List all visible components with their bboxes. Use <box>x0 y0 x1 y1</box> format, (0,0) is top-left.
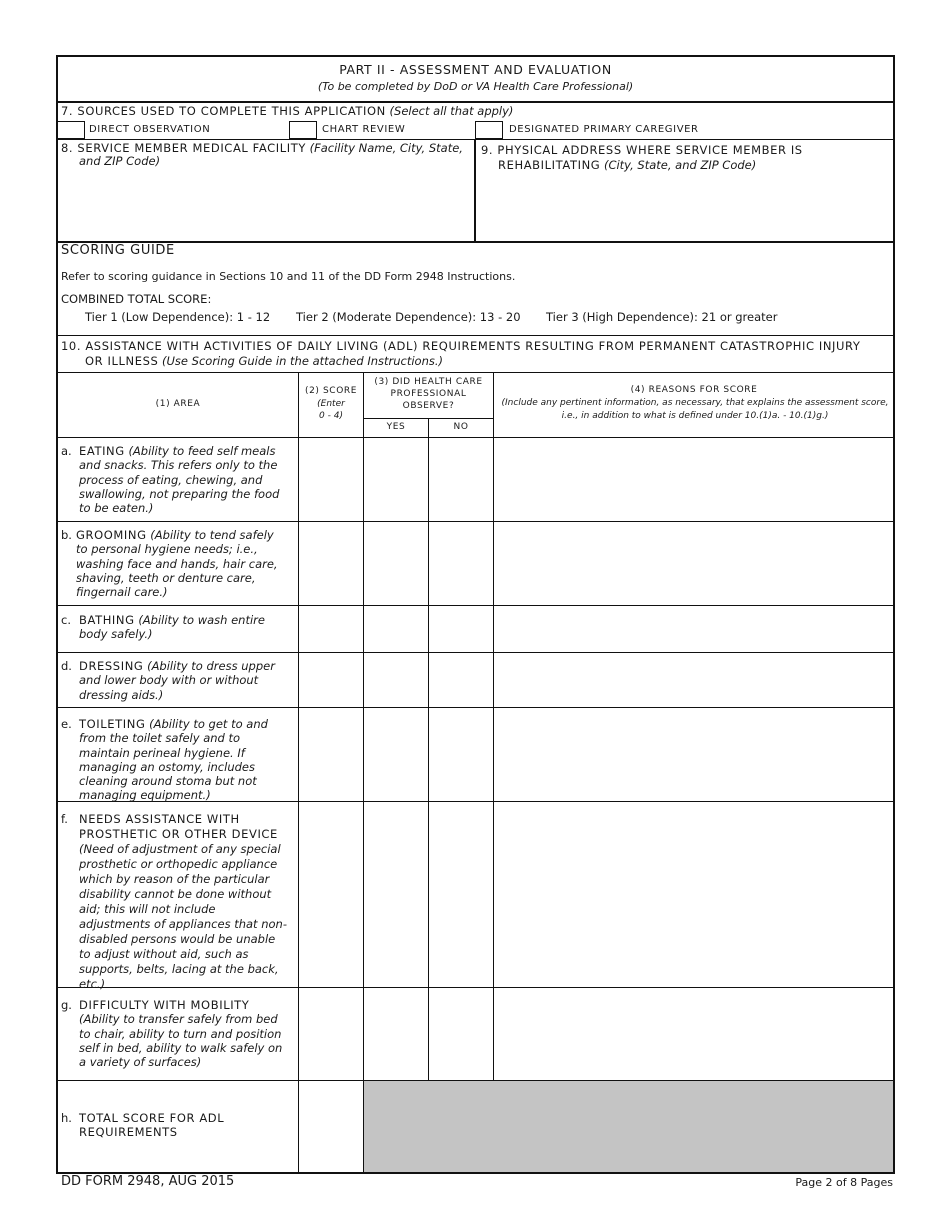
row-g-name: DIFFICULTY WITH MOBILITY <box>79 998 250 1012</box>
reasons-field-b[interactable] <box>494 522 893 605</box>
no-field-e[interactable] <box>429 708 493 801</box>
row-f-name: NEEDS ASSISTANCE WITH PROSTHETIC OR OTHER DEVICE <box>79 812 278 841</box>
row-b-desc: (Ability to tend safely to personal hygiene needs; i.e., washing face and hands, hair care, shaving, teeth or denture care, fingernail care.) <box>76 528 278 600</box>
section8-note: (Facility Name, City, State, <box>309 141 463 155</box>
section9-label-cont <box>498 158 756 172</box>
no-field-d[interactable] <box>429 653 493 707</box>
section8-title: 8. SERVICE MEMBER MEDICAL FACILITY <box>61 141 306 155</box>
yes-field-d[interactable] <box>364 653 428 707</box>
col-score-header: (2) SCORE <box>304 386 358 396</box>
section8-note-cont: and ZIP Code) <box>79 154 161 168</box>
row-f-area <box>79 812 289 992</box>
row-a-name: EATING <box>79 444 125 458</box>
col-reasons-note: (Include any pertinent information, as necessary, that explains the assessment score, i.e., in addition to what is defined under 10.(1)a. - 10.(1)g.) <box>501 398 889 421</box>
row-g-letter: g. <box>61 998 72 1012</box>
direct-observation-checkbox[interactable] <box>57 121 85 139</box>
yes-field-c[interactable] <box>364 606 428 652</box>
no-field-a[interactable] <box>429 438 493 521</box>
form-id: DD FORM 2948, AUG 2015 <box>61 1174 235 1189</box>
designated-caregiver-checkbox[interactable] <box>475 121 503 139</box>
divider <box>57 372 894 373</box>
section7-note: (Select all that apply) <box>389 104 514 118</box>
col-area-header: (1) AREA <box>155 399 201 409</box>
medical-facility-field[interactable] <box>58 168 474 240</box>
chart-review-label: CHART REVIEW <box>322 124 406 135</box>
scoring-guidance-text: Refer to scoring guidance in Sections 10 and 11 of the DD Form 2948 Instructions. <box>61 270 516 283</box>
row-b-name: GROOMING <box>76 528 147 542</box>
score-field-b[interactable] <box>299 522 363 605</box>
score-field-d[interactable] <box>299 653 363 707</box>
direct-observation-label: DIRECT OBSERVATION <box>89 124 211 135</box>
reasons-field-a[interactable] <box>494 438 893 521</box>
col-score-note: (Enter <box>317 399 345 409</box>
row-e-name: TOILETING <box>79 717 146 731</box>
part-title: PART II - ASSESSMENT AND EVALUATION <box>339 62 612 77</box>
row-a-area <box>79 444 291 515</box>
section9-title-cont: REHABILITATING <box>498 158 601 172</box>
row-b-area <box>76 528 288 599</box>
row-e-desc: (Ability to get to and from the toilet safely and to maintain perineal hygiene. If managing an ostomy, includes cleaning around stoma but not managing equipment.) <box>79 717 268 803</box>
section10-title: 10. ASSISTANCE WITH ACTIVITIES OF DAILY LIVING (ADL) REQUIREMENTS RESULTING FROM PERMANENT CATASTROPHIC INJURY <box>61 339 861 353</box>
score-field-a[interactable] <box>299 438 363 521</box>
section8-label <box>61 141 463 155</box>
designated-caregiver-label: DESIGNATED PRIMARY CAREGIVER <box>509 124 699 135</box>
no-field-f[interactable] <box>429 802 493 987</box>
section10-note: (Use Scoring Guide in the attached Instructions.) <box>162 354 444 368</box>
reasons-field-e[interactable] <box>494 708 893 801</box>
row-f-letter: f. <box>61 812 68 826</box>
divider <box>57 241 894 243</box>
section9-note: (City, State, and ZIP Code) <box>603 158 757 172</box>
row-g-area <box>79 998 289 1069</box>
row-d-desc: (Ability to dress upper and lower body with or without dressing aids.) <box>79 659 275 702</box>
yes-field-f[interactable] <box>364 802 428 987</box>
reasons-field-f[interactable] <box>494 802 893 987</box>
row-h-letter: h. <box>61 1111 72 1125</box>
row-c-letter: c. <box>61 613 71 627</box>
row-g-desc: (Ability to transfer safely from bed to chair, ability to turn and position self in bed, ability to walk safely on a variety of surfaces) <box>79 1012 283 1070</box>
col-observe-header-line2: PROFESSIONAL <box>390 389 467 399</box>
col-score-note-cont: 0 - 4) <box>319 411 343 421</box>
no-field-c[interactable] <box>429 606 493 652</box>
row-c-area <box>79 613 279 642</box>
section10-label-cont <box>85 354 443 368</box>
row-e-letter: e. <box>61 717 72 731</box>
row-c-desc: (Ability to wash entire body safely.) <box>79 613 265 642</box>
row-d-name: DRESSING <box>79 659 144 673</box>
no-field-g[interactable] <box>429 988 493 1080</box>
section7-title: 7. SOURCES USED TO COMPLETE THIS APPLICATION <box>61 104 386 118</box>
row-a-desc: (Ability to feed self meals and snacks. This refers only to the process of eating, chewing, and swallowing, not preparing the food to be eaten.) <box>79 444 280 516</box>
col-observe-header: (3) DID HEALTH CARE <box>374 377 483 387</box>
reasons-field-d[interactable] <box>494 653 893 707</box>
col-reasons-header: (4) REASONS FOR SCORE <box>630 385 758 395</box>
col-no-header: NO <box>453 422 469 432</box>
col-observe-header-line3: OBSERVE? <box>402 401 455 411</box>
tier1-text: Tier 1 (Low Dependence): 1 - 12 <box>85 310 271 324</box>
section7-label <box>61 104 513 118</box>
row-c-name: BATHING <box>79 613 135 627</box>
divider <box>57 335 894 336</box>
tier2-text: Tier 2 (Moderate Dependence): 13 - 20 <box>296 310 521 324</box>
section9-title: 9. PHYSICAL ADDRESS WHERE SERVICE MEMBER IS <box>481 143 803 157</box>
row-a-letter: a. <box>61 444 72 458</box>
tier3-text: Tier 3 (High Dependence): 21 or greater <box>546 310 778 324</box>
yes-field-e[interactable] <box>364 708 428 801</box>
score-field-f[interactable] <box>299 802 363 987</box>
chart-review-checkbox[interactable] <box>289 121 317 139</box>
row-d-letter: d. <box>61 659 72 673</box>
yes-field-b[interactable] <box>364 522 428 605</box>
reasons-field-c[interactable] <box>494 606 893 652</box>
scoring-guide-title: SCORING GUIDE <box>61 243 175 258</box>
section10-title-cont: OR ILLNESS <box>85 354 159 368</box>
row-f-desc: (Need of adjustment of any special prosthetic or orthopedic appliance which by reason of the particular disability cannot be done without aid; this will not include adjustments of appliances that non-disabled persons would be unable to adjust without aid, such as supports, belts, lacing at the back, etc.) <box>79 842 287 991</box>
physical-address-field[interactable] <box>477 174 893 240</box>
divider <box>474 139 476 243</box>
page-number: Page 2 of 8 Pages <box>795 1176 893 1189</box>
col-yes-header: YES <box>386 422 406 432</box>
shaded-area <box>364 1081 893 1172</box>
row-d-area <box>79 659 279 702</box>
score-field-g[interactable] <box>299 988 363 1080</box>
divider <box>364 418 494 419</box>
score-field-e[interactable] <box>299 708 363 801</box>
reasons-field-g[interactable] <box>494 988 893 1080</box>
total-score-field[interactable] <box>299 1081 363 1172</box>
yes-field-g[interactable] <box>364 988 428 1080</box>
part-subtitle: (To be completed by DoD or VA Health Care Professional) <box>317 80 634 93</box>
no-field-b[interactable] <box>429 522 493 605</box>
row-h-label: TOTAL SCORE FOR ADL REQUIREMENTS <box>79 1111 225 1140</box>
score-field-c[interactable] <box>299 606 363 652</box>
combined-total-label: COMBINED TOTAL SCORE: <box>61 292 212 306</box>
divider <box>57 101 894 103</box>
row-b-letter: b. <box>61 528 72 542</box>
row-e-area <box>79 717 291 803</box>
yes-field-a[interactable] <box>364 438 428 521</box>
